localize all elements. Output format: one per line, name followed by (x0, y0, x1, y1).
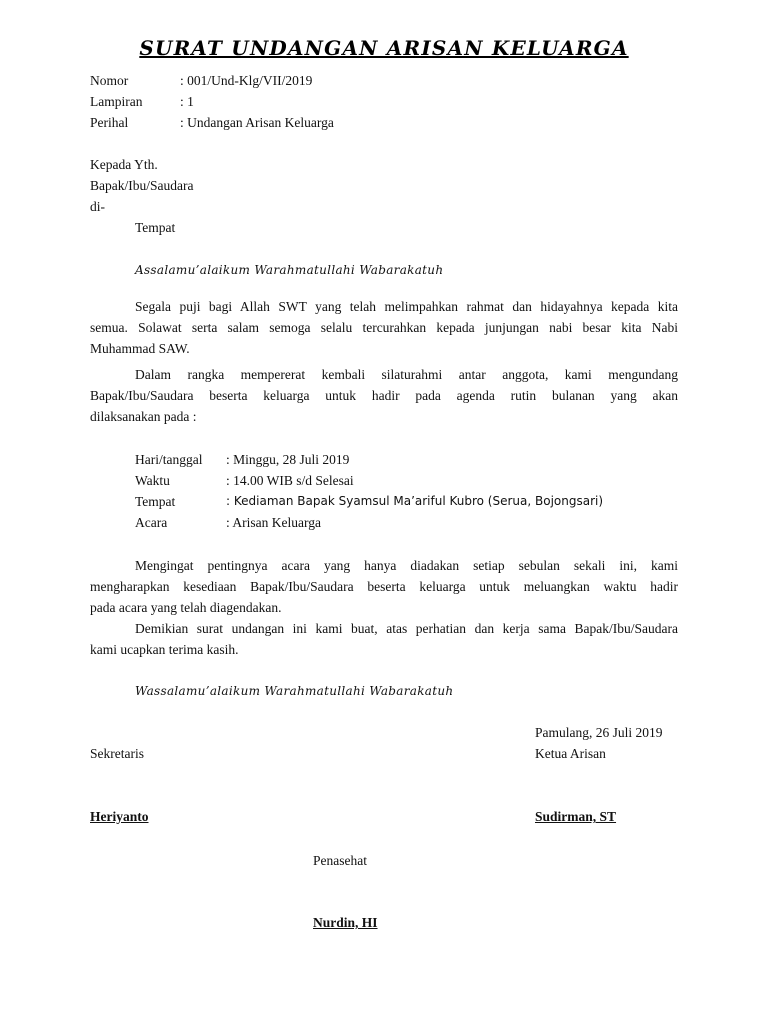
paragraph-4-line-1: Demikian surat undangan ini kami buat, atas perhatian dan kerja sama Bapak/Ibu/Saudara (135, 621, 678, 636)
recipient-line-2: Bapak/Ibu/Saudara (90, 178, 194, 193)
letter-title: SURAT UNDANGAN ARISAN KELUARGA (139, 36, 629, 60)
acara-value: : Arisan Keluarga (226, 515, 321, 530)
paragraph-2-line-2: Bapak/Ibu/Saudara beserta keluarga untuk hadir pada agenda rutin bulanan yang akan (90, 388, 678, 403)
right-signatory-name: Sudirman, ST (535, 809, 617, 824)
left-signatory-name: Heriyanto (90, 809, 149, 824)
greeting: Assalamu’alaikum Warahmatullahi Wabarakatuh (135, 263, 444, 277)
paragraph-4-line-2: kami ucapkan terima kasih. (90, 642, 239, 657)
paragraph-4 (90, 618, 678, 660)
paragraph-2-line-3: dilaksanakan pada : (90, 409, 197, 424)
center-signatory-name: Nurdin, HI (313, 915, 378, 930)
closing-greeting: Wassalamu’alaikum Warahmatullahi Wabarakatuh (135, 684, 454, 698)
paragraph-1-line-1: Segala puji bagi Allah SWT yang telah melimpahkan rahmat dan hidayahnya kepada kita (135, 299, 678, 314)
hari-value: : Minggu, 28 Juli 2019 (226, 452, 350, 467)
paragraph-1 (90, 296, 678, 359)
paragraph-1-line-2: semua. Solawat serta salam semoga selalu tercurahkan kepada junjungan nabi besar kita Nabi (90, 320, 678, 335)
acara-label: Acara (135, 515, 168, 530)
perihal-label: Perihal (90, 115, 129, 130)
recipient-line-4: Tempat (135, 220, 176, 235)
waktu-value: : 14.00 WIB s/d Selesai (226, 473, 354, 488)
perihal-value: : Undangan Arisan Keluarga (180, 115, 334, 130)
paragraph-1-line-3: Muhammad SAW. (90, 341, 190, 356)
paragraph-3-line-2: mengharapkan kesediaan Bapak/Ibu/Saudara beserta keluarga untuk meluangkan waktu hadir (90, 579, 678, 594)
tempat-value: : Kediaman Bapak Syamsul Ma’ariful Kubro (Serua, Bojongsari) (226, 494, 604, 508)
paragraph-2-line-1: Dalam rangka mempererat kembali silaturahmi antar anggota, kami mengundang (135, 367, 678, 382)
nomor-value: : 001/Und-Klg/VII/2019 (180, 73, 313, 88)
right-signatory-role: Ketua Arisan (535, 746, 606, 761)
lampiran-value: : 1 (180, 94, 194, 109)
left-signatory-role: Sekretaris (90, 746, 144, 761)
paragraph-3-line-3: pada acara yang telah diagendakan. (90, 600, 282, 615)
recipient-line-3: di- (90, 199, 105, 214)
center-signatory-role: Penasehat (313, 853, 367, 868)
tempat-label: Tempat (135, 494, 176, 509)
hari-label: Hari/tanggal (135, 452, 203, 467)
recipient-line-1: Kepada Yth. (90, 157, 158, 172)
nomor-label: Nomor (90, 73, 129, 88)
waktu-label: Waktu (135, 473, 170, 488)
lampiran-label: Lampiran (90, 94, 143, 109)
paragraph-3 (90, 555, 678, 618)
paragraph-3-line-1: Mengingat pentingnya acara yang hanya diadakan setiap sebulan sekali ini, kami (135, 558, 678, 573)
paragraph-2 (90, 364, 678, 427)
place-date: Pamulang, 26 Juli 2019 (535, 725, 663, 740)
